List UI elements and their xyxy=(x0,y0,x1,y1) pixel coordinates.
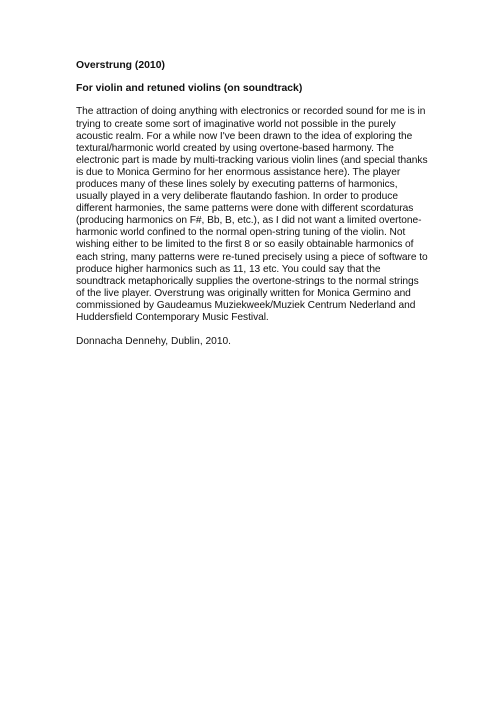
document-body: The attraction of doing anything with electronics or recorded sound for me is in trying to create some sort of imaginative world not possible in the purely acoustic realm. For a while now I've been drawn to the idea of exploring the textural/harmonic world created by using overtone-based harmony. The electronic part is made by multi-tracking various violin lines (and special thanks is due to Monica Germino for her enormous assistance here). The player produces many of these lines solely by executing patterns of harmonics, usually played in a very deliberate flautando fashion. In order to produce different harmonies, the same patterns were done with different scordaturas (producing harmonics on F#, Bb, B, etc.), as I did not want a limited overtone-harmonic world confined to the normal open-string tuning of the violin. Not wishing either to be limited to the first 8 or so easily obtainable harmonics of each string, many patterns were re-tuned precisely using a piece of software to produce higher harmonics such as 11, 13 etc. You could say that the soundtrack metaphorically supplies the overtone-strings to the normal strings of the live player. Overstrung was originally written for Monica Germino and commissioned by Gaudeamus Muziekweek/Muziek Centrum Nederland and Huddersfield Contemporary Music Festival. xyxy=(76,106,428,323)
document-title: Overstrung (2010) xyxy=(76,60,165,71)
document-subtitle: For violin and retuned violins (on soundtrack) xyxy=(76,83,303,95)
document-signature: Donnacha Dennehy, Dublin, 2010. xyxy=(76,336,231,348)
document-content xyxy=(76,60,428,348)
